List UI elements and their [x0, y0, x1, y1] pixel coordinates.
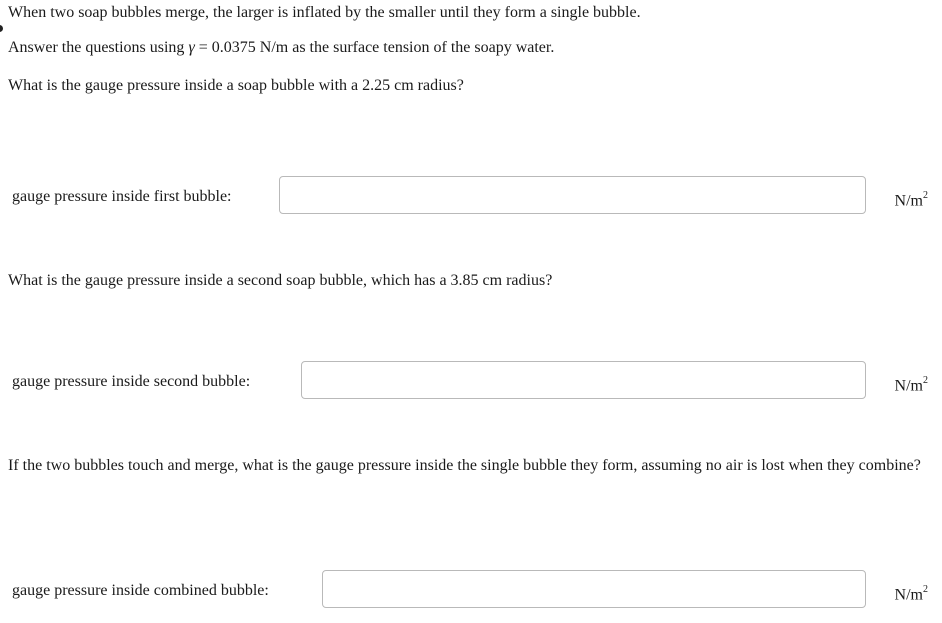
unit-base: N/m	[894, 377, 923, 395]
question-2-text: What is the gauge pressure inside a second soap bubble, which has a 3.85 cm radius?	[8, 272, 553, 289]
first-bubble-label: gauge pressure inside first bubble:	[12, 188, 232, 205]
question-3-text: If the two bubbles touch and merge, what is the gauge pressure inside the single bubble they form, assuming no air is lost when they combine?	[8, 457, 921, 474]
unit-base: N/m	[894, 192, 923, 210]
unit-exponent: 2	[923, 375, 928, 386]
unit-exponent: 2	[923, 190, 928, 201]
surface-tension-statement	[8, 35, 554, 61]
question-1-text: What is the gauge pressure inside a soap bubble with a 2.25 cm radius?	[8, 77, 464, 94]
unit-base: N/m	[894, 586, 923, 604]
answer-row-second-bubble	[12, 361, 928, 403]
first-bubble-unit	[895, 186, 928, 212]
combined-bubble-pressure-input[interactable]	[322, 570, 866, 608]
statement-prefix: Answer the questions using	[8, 39, 185, 56]
intro-text: When two soap bubbles merge, the larger is inflated by the smaller until they form a single bubble.	[8, 4, 641, 21]
statement-equation: = 0.0375 N/m as the surface tension of the soapy water.	[194, 39, 555, 56]
answer-row-first-bubble	[12, 176, 928, 218]
unit-exponent: 2	[923, 584, 928, 595]
answer-row-combined-bubble	[12, 570, 928, 612]
edge-marker	[0, 25, 3, 32]
gamma-symbol: γ	[188, 39, 195, 56]
first-bubble-pressure-input[interactable]	[279, 176, 866, 214]
second-bubble-pressure-input[interactable]	[301, 361, 866, 399]
combined-bubble-label: gauge pressure inside combined bubble:	[12, 582, 269, 599]
combined-bubble-unit	[895, 580, 928, 606]
second-bubble-label: gauge pressure inside second bubble:	[12, 373, 251, 390]
second-bubble-unit	[895, 371, 928, 397]
